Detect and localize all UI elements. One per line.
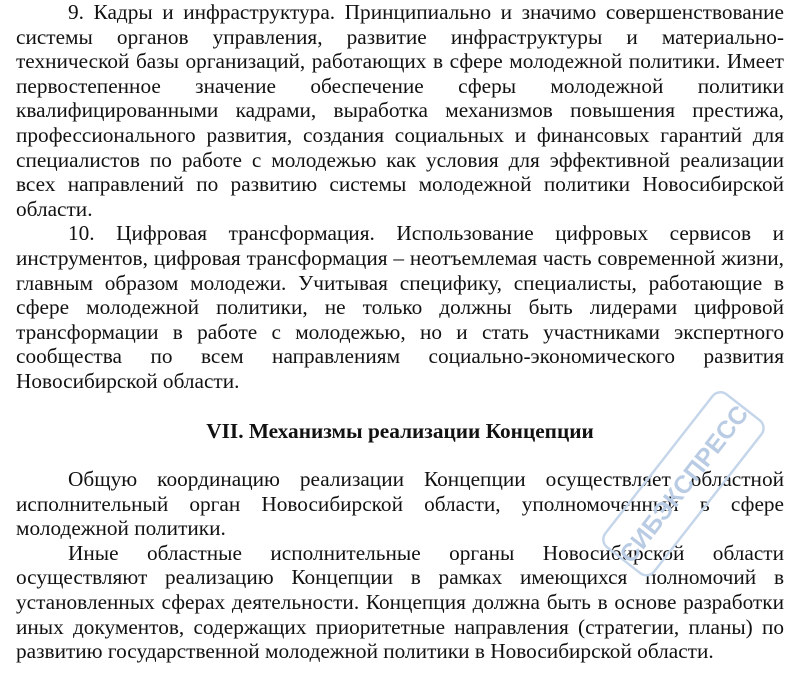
paragraph-digital-transformation: 10. Цифровая трансформация. Использование цифровых сервисов и инструментов, цифровая трансформация – неотъемлемая часть современной жизни, главным образом молодежи. Учитывая специфику, специалисты, работающие в сфере молодежной политики, не только должны быть лидерами цифровой трансформации в работе с молодежью, но и стать участниками экспертного сообщества по всем направлениям социально-экономического развития Новосибирской области. — [16, 221, 784, 393]
paragraph-coordination: Общую координацию реализации Концепции осуществляет областной исполнительный орган Новосибирской области, уполномоченный в сфере молодежной политики. — [16, 467, 784, 541]
paragraph-personnel-infrastructure: 9. Кадры и инфраструктура. Принципиально и значимо совершенствование системы органов управления, развитие инфраструктуры и материально-технической базы организаций, работающих в сфере молодежной политики. Имеет первостепенное значение обеспечение сферы молодежной политики квалифицированными кадрами, выработка механизмов повышения престижа, профессионального развития, создания социальных и финансовых гарантий для специалистов по работе с молодежью как условия для эффективной реализации всех направлений по развитию системы молодежной политики Новосибирской области. — [16, 0, 784, 221]
section-heading: VII. Механизмы реализации Концепции — [206, 418, 594, 443]
document-page — [16, 0, 784, 664]
paragraph-other-bodies: Иные областные исполнительные органы Новосибирской области осуществляют реализацию Концепции в рамках имеющихся полномочий в установленных сферах деятельности. Концепция должна быть в основе разработки иных документов, содержащих приоритетные направления (стратегии, планы) по развитию государственной молодежной политики в Новосибирской области. — [16, 540, 784, 664]
watermark-text: СИБЭКСПРЕСС — [614, 400, 755, 569]
